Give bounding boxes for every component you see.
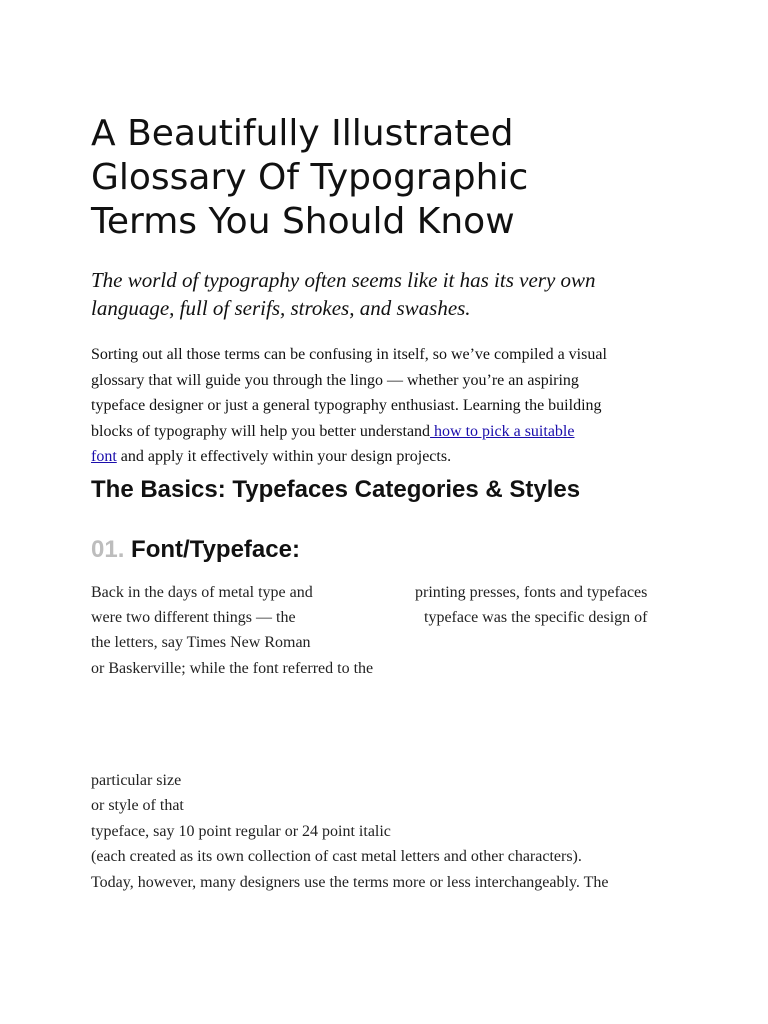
body-text: typeface, say 10 point regular or 24 point italic [91,823,391,840]
body-text: the letters, say Times New Roman [91,634,311,651]
subtitle-line: The world of typography often seems like it has its very own [91,268,596,292]
body-text: were two different things — the [91,609,296,626]
intro-line: typeface designer or just a general typography enthusiast. Learning the building [91,397,602,414]
section-heading: The Basics: Typefaces Categories & Styles [91,476,581,503]
article-title [91,112,691,244]
term-title: Font/Typeface: [124,536,300,563]
body-text: Back in the days of metal type and [91,584,313,601]
link-text[interactable]: font [91,448,117,465]
title-line: A Beautifully Illustrated [91,113,514,154]
intro-line: blocks of typography will help you better understand [91,422,431,440]
body-text: or Baskerville; while the font referred to the [91,660,374,677]
intro-line: glossary that will guide you through the lingo — whether you’re an aspiring [91,371,579,389]
intro-line: and apply it effectively within your design projects. [116,448,452,465]
body-text: (each created as its own collection of cast metal letters and other characters). [91,848,582,865]
link-text[interactable]: how to pick a suitable [430,422,575,440]
body-text: typeface was the specific design of [424,609,648,626]
body-text: Today, however, many designers use the terms more or less interchangeably. The [91,874,609,891]
subtitle-line: language, full of serifs, strokes, and swashes. [91,296,471,320]
intro-paragraph [91,342,671,470]
body-text: or style of that [91,797,184,814]
article-subtitle [91,266,691,322]
title-line: Terms You Should Know [91,201,515,242]
term-heading [91,534,491,566]
body-text: printing presses, fonts and typefaces [415,584,648,601]
intro-line: Sorting out all those terms can be confusing in itself, so we’ve compiled a visual [91,346,607,363]
term-number: 01. [91,536,125,563]
title-line: Glossary Of Typographic [91,157,529,198]
body-text: particular size [91,772,182,789]
